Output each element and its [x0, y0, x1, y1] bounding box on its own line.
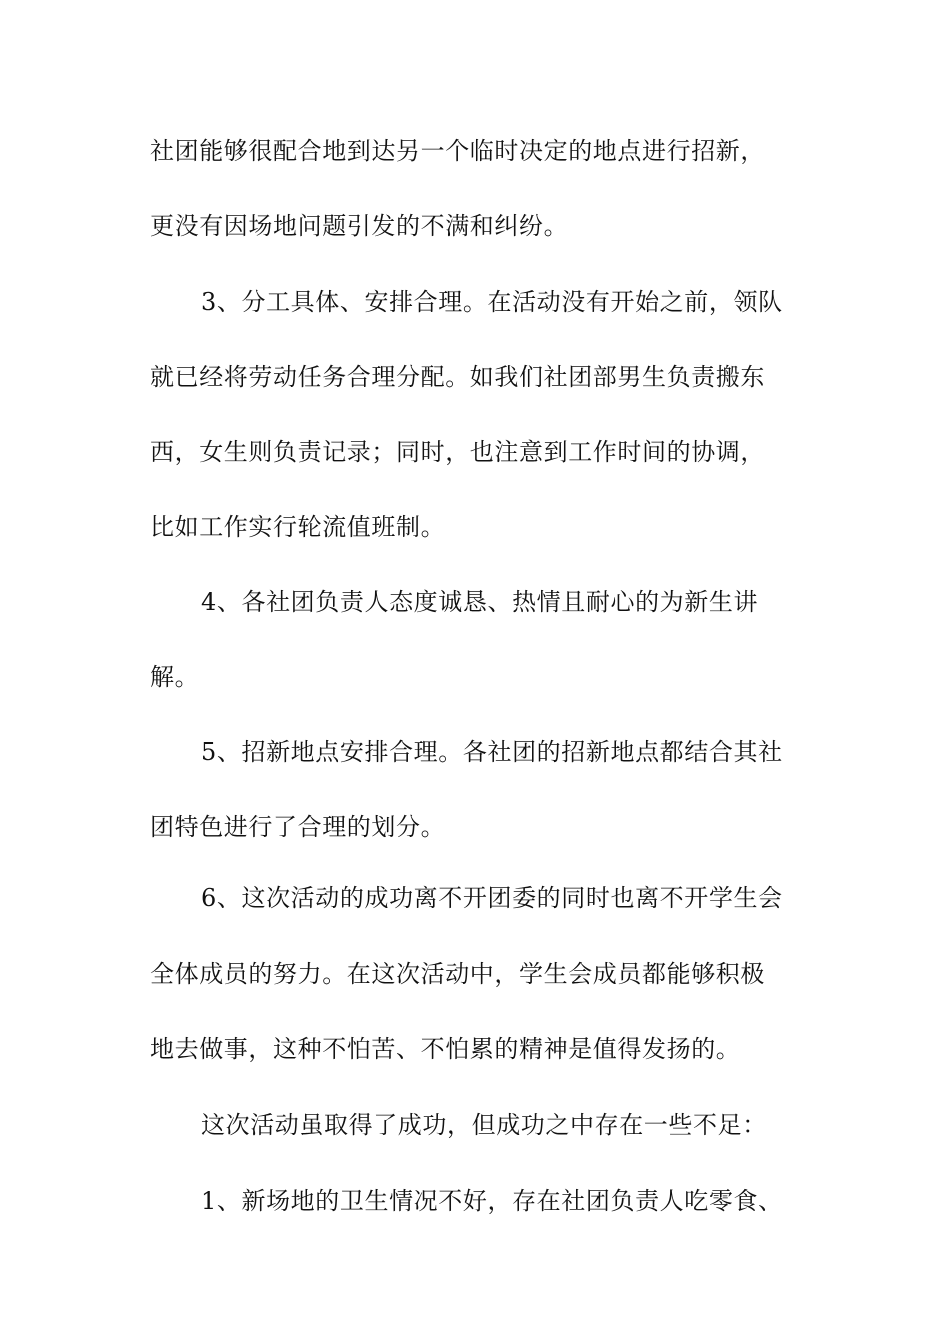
text-line: 社团能够很配合地到达另一个临时决定的地点进行招新，: [150, 137, 765, 165]
text-line: 更没有因场地问题引发的不满和纠纷。: [150, 212, 569, 240]
text-line: 3、分工具体、安排合理。在活动没有开始之前，领队: [201, 288, 783, 316]
text-line: 解。: [150, 663, 200, 691]
text-line: 比如工作实行轮流值班制。: [150, 513, 446, 541]
text-line: 1、新场地的卫生情况不好，存在社团负责人吃零食、: [201, 1187, 783, 1215]
text-line: 5、招新地点安排合理。各社团的招新地点都结合其社: [201, 738, 783, 766]
text-line: 团特色进行了合理的划分。: [150, 813, 446, 841]
text-line: 6、这次活动的成功离不开团委的同时也离不开学生会: [201, 884, 783, 912]
text-line: 就已经将劳动任务合理分配。如我们社团部男生负责搬东: [150, 363, 765, 391]
text-line: 地去做事，这种不怕苦、不怕累的精神是值得发扬的。: [150, 1035, 741, 1063]
text-line: 西，女生则负责记录；同时，也注意到工作时间的协调，: [150, 438, 765, 466]
text-line: 这次活动虽取得了成功，但成功之中存在一些不足：: [201, 1111, 767, 1139]
text-line: 4、各社团负责人态度诚恳、热情且耐心的为新生讲: [201, 588, 759, 616]
text-line: 全体成员的努力。在这次活动中，学生会成员都能够积极: [150, 960, 765, 988]
